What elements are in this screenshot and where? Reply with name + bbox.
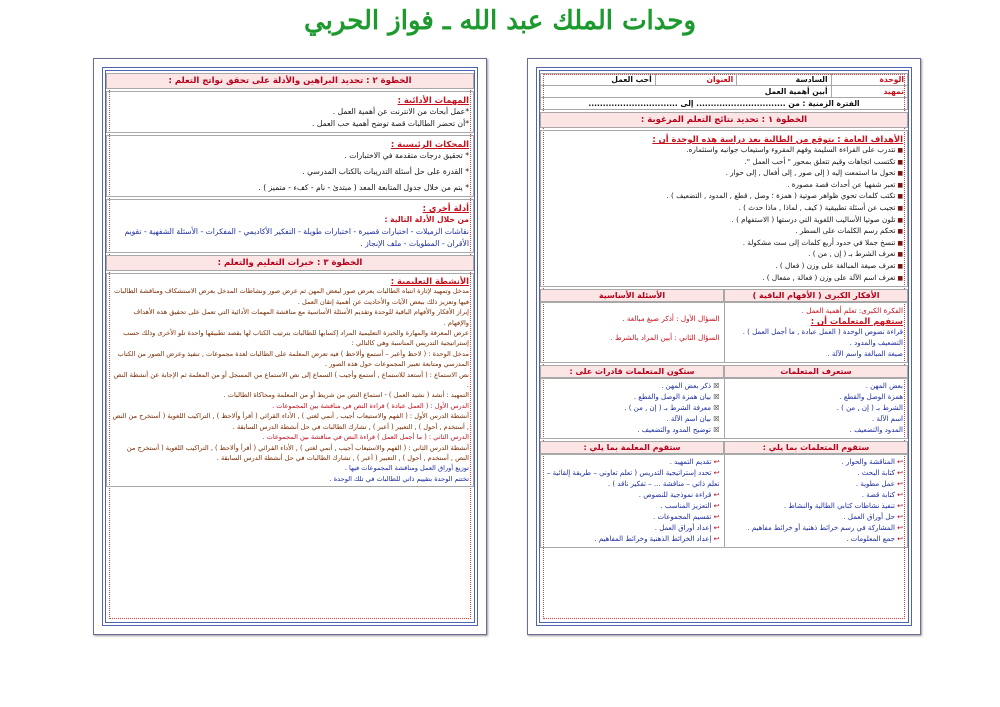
activity-item: مدخل وتمهيد لإثارة انتباه الطالبات بعرض صور لبعض المهن ثم عرض صور ونشاطات المدخل بعرض الاستشكاف ومناقشة الطالبات فيها وتعزيز ذلك ببعض الآيات والأحاديث عن أهمية إتقان العمل . xyxy=(113,287,469,306)
list-item: التضعيف والمدود . xyxy=(849,339,903,348)
unit-value: السادسة xyxy=(737,74,831,86)
activity-item: أنشطة الدرس الأول : ( الفهم والاستيعاب أجيب , أنمي لغتي ) , الأداء القرائي ( أقرأ وألاحظ ) , التراكيب اللغوية ( أستخرج من النص , أستخدم , أحول ) , التعبير ( أعبر ) , تشارك الطالبات في حل أنشطة الدرس السابقة . xyxy=(112,412,469,431)
general-goals-title: الأهداف العامة : يتوقع من الطالبة بعد دراسة هذه الوحدة أن : xyxy=(652,134,903,144)
questions-cell xyxy=(541,303,724,362)
right-page-content xyxy=(540,73,908,622)
list-item: ↩ كتابة قصة . xyxy=(729,490,904,501)
list-item: ☒ ذكر بعض المهن . xyxy=(545,381,720,392)
know-cell xyxy=(724,379,908,438)
activity-item: إبراز الأفكار والأفهام الباقية للوحدة وتقديم الأسئلة الأساسية مع مناقشة المهمات الأدائية التي تعمل على تحقيق هذه الأهداف والإفهام . xyxy=(133,308,469,327)
unit-label: الوحدة xyxy=(831,74,907,86)
list-item: ↩ كتابة البحث . xyxy=(729,468,904,479)
step1-heading: الخطوة ١ : تحديد نتائج التعلم المرغوبة : xyxy=(540,112,908,128)
list-item: ☒ معرفة الشرط بـ ( إن , من ) . xyxy=(545,403,720,414)
list-item: ■ تعبر شفهيا عن أحداث قصة مصورة . xyxy=(545,180,903,192)
task-item: *أن تحضر الطالبات قصة توضح أهمية حب العمل . xyxy=(312,119,469,128)
question-item: السؤال الثاني : أبين المراد بالشرط . xyxy=(610,333,720,343)
intro-label: تمهيد xyxy=(831,86,907,98)
general-goals-section xyxy=(540,130,908,287)
know-header: ستعرف المتعلمات xyxy=(724,365,908,378)
document-title: وحدات الملك عبد الله ـ فواز الحربي xyxy=(303,6,697,36)
right-page xyxy=(527,58,921,635)
unit-info-table xyxy=(540,73,908,110)
list-item: ■ تجيب عن أسئلة تطبيقية ( كيف , لماذا , ماذا حدث ) . xyxy=(545,203,903,215)
list-item: ■ تحكم رسم الكلمات على السطر . xyxy=(545,226,903,238)
other-evidence-section xyxy=(106,199,474,253)
activity-item: أنشطة الدرس الثاني : ( الفهم والاستيعاب أجيب , أنمي لغتي ) , الأداء القرائي ( أقرأ وألاحظ ) , التراكيب اللغوية ( أستخرج من النص , أستخدم , أحول ) , التعبير ( أعبر ) , تشارك الطالبات في حل أنشطة الدرس السابقة . xyxy=(126,443,469,462)
big-ideas-header: الأفكار الكبرى ( الأفهام الباقية ) xyxy=(724,289,908,302)
list-item: ☒ توضيح المدود والتضعيف . xyxy=(545,425,720,436)
left-page xyxy=(93,58,487,635)
activities-section xyxy=(106,273,474,487)
able-cell xyxy=(541,379,724,438)
roles-header-row xyxy=(540,441,908,454)
title-value: أحب العمل xyxy=(541,74,656,86)
list-item: اسم الآلة . xyxy=(872,415,903,424)
list-item: ■ تعرف الشرط بـ ( إن , من ) . xyxy=(545,249,903,261)
list-item: ■ تحول ما استمعت إليه ( إلى صور , إلى أفعال , إلى حوار . xyxy=(545,168,903,180)
able-header: ستكون المتعلمات قادرات على : xyxy=(540,365,724,378)
list-item: بعض المهن . xyxy=(865,382,903,391)
list-item: ↩ المناقشة والحوار . xyxy=(729,457,904,468)
list-item: ↩ التعزيز المناسب . xyxy=(545,501,720,512)
criteria-item: * يتم من خلال جدول المتابعة المعد ( مبتدئ - نام - كفء - متميز ) . xyxy=(258,183,469,192)
list-item: المدود والتضعيف . xyxy=(849,426,903,435)
teacher-role-header: ستقوم المعلمة بما يلي : xyxy=(540,441,724,454)
list-item: ■ تتدرب على القراءة السليمة وفهم المقروء واستيعاب جوانبه واستثماره. xyxy=(545,145,903,157)
activity-item: توزيع أوراق العمل ومناقشة المجموعات فيها . xyxy=(344,464,469,473)
activity-item: الدرس الثاني : ( ما أجمل العمل ) قراءة النص في مناقشة بين المجموعات . xyxy=(262,433,469,442)
questions-header: الأسئلة الأساسية xyxy=(540,289,724,302)
step2-heading: الخطوة ٢ : تحديد البراهين والأدلة على تحقق نواتج التعلم : xyxy=(106,73,474,89)
criteria-item: * القدرة على حل أسئلة التدريبات بالكتاب المدرسي . xyxy=(302,167,469,176)
list-item: ↩ حل أوراق العمل . xyxy=(729,512,904,523)
list-item: ↩ تحدد إستراتيجية التدريس ( تعلم تعاوني – طريقة إلقائية – تعلم ذاتي – مناقشة ... – تفكير ناقد ) . xyxy=(545,468,720,490)
list-item: همزة الوصل والقطع . xyxy=(839,393,903,402)
criteria-item: * تحقيق درجات متقدمة في الاختبارات . xyxy=(344,151,469,160)
intro-value: أبين أهمية العمل xyxy=(541,86,832,98)
list-item: ↩ جمع المعلومات . xyxy=(729,534,904,545)
list-item: ■ تعرف صيغة المبالغة على وزن ( فعال ) . xyxy=(545,261,903,273)
list-item: ↩ إعداد أوراق العمل . xyxy=(545,523,720,534)
list-item: ■ تلون صوتيا الأساليب اللغوية التي درستها ( الاستفهام ) . xyxy=(545,215,903,227)
big-ideas-row xyxy=(540,302,908,363)
left-page-content xyxy=(106,73,474,622)
big-idea: الفكرة الكبرى: تعلم أهمية العمل . xyxy=(801,306,903,316)
know-able-header-row xyxy=(540,365,908,378)
list-item: ↩ تقسيم المجموعات . xyxy=(545,512,720,523)
list-item: صيغة المبالغة واسم الآلة . xyxy=(827,350,903,359)
list-item: ↩ تنفيذ نشاطات كتابي الطالبة والنشاط . xyxy=(729,501,904,512)
student-role-header: ستقوم المتعلمات بما يلي : xyxy=(724,441,908,454)
other-evidence-title: أدلة أخرى : xyxy=(422,203,469,213)
title-label: العنوان xyxy=(655,74,737,86)
student-role-cell xyxy=(724,455,908,547)
list-item: ■ تنسخ جملا في حدود أربع كلمات إلى ست مشكولة . xyxy=(545,238,903,250)
time-period: الفترة الزمنية : من ............................... إلى ............................... xyxy=(541,98,908,110)
teacher-role-cell xyxy=(541,455,724,547)
activity-item: مدخل الوحدة : ( لاحظ وأعبر – أستمع وألاحظ ) فيه تعرض المعلمة على الطالبات لعدة مجموعات , تنفيذ وعرض الصور من الكتاب المدرسي ومتابعة تعبير المجموعات حول هذه الصور . xyxy=(117,349,469,369)
list-item: ↩ عمل مطوية . xyxy=(729,479,904,490)
list-item: ↩ قراءة نموذجية للنصوص . xyxy=(545,490,720,501)
list-item: قراءة نصوص الوحدة ( العمل عبادة , ما أجمل العمل ) . xyxy=(742,328,903,337)
roles-row xyxy=(540,454,908,548)
activity-item: تختتم الوحدة بتقييم ذاتي للطالبات في تلك الوحدة . xyxy=(329,474,469,483)
list-item: الشرط بـ ( إن , من ) . xyxy=(836,404,903,413)
activity-item: التمهيد : أنشد ( نشيد العمل ) - استماع النص من شريط أو من المعلمة ومحاكاة الطالبات . xyxy=(223,391,469,400)
step3-heading: الخطوة ٣ : خبرات التعليم والتعلم : xyxy=(106,255,474,271)
list-item: ■ تكتسب اتجاهات وقيم تتعلق بمحور " أحب العمل ". xyxy=(545,157,903,169)
tasks-section xyxy=(106,91,474,133)
list-item: ↩ المشاركة في رسم خرائط ذهنية أو خرائط مفاهيم . xyxy=(729,523,904,534)
goals-list xyxy=(545,145,903,284)
know-able-row xyxy=(540,378,908,439)
tasks-title: المهمات الأدائية : xyxy=(397,95,469,105)
other-evidence-text: نقاشات الزميلات - اختبارات قصيرة - اختبارات طويلة - التفكير الأكاديمي - المفكرات - الأسئلة الشفهية - تقويم الأقران - المطويات - ملف الإنجاز . xyxy=(124,227,469,248)
activity-item: عرض المعرفة والمهارة والخبرة التعليمية المراد إكسابها للطالبات بترتيب الكتاب لها بقصد تطبيقها واحدة تلو الأخرى وذلك حسب إستراتيجية التدريس المناسبة وهي كالتالي : xyxy=(123,329,469,348)
understand-title: ستفهم المتعلمات أن : xyxy=(810,316,903,327)
list-item: ↩ إعداد الخرائط الذهنية وخرائط المفاهيم . xyxy=(545,534,720,545)
list-item: ☒ بيان همزة الوصل والقطع . xyxy=(545,392,720,403)
list-item: ☒ بيان اسم الآلة . xyxy=(545,414,720,425)
activity-item: الدرس الأول : ( العمل عبادة ) قراءة النص في مناقشة بين المجموعات . xyxy=(272,401,469,410)
criteria-title: المحكات الرئيسية : xyxy=(390,139,469,149)
list-item: ■ تعرف اسم الآلة على وزن ( فعالة , مفعال ) . xyxy=(545,273,903,285)
list-item: ■ تكتب كلمات تحوي ظواهر صوتية ( همزة ؛ وصل , قطع , المدود , التضعيف ) . xyxy=(545,191,903,203)
other-evidence-subtitle: من خلال الأدلة التالية : xyxy=(384,215,469,224)
activity-item: نص الاستماع : ( أستعد للاستماع , أستمع وأجيب ) السماع إلى نص الاستماع من المسجل أو من المعلمة ثم الإجابة عن أنشطة النص . xyxy=(113,370,469,390)
activities-title: الأنشطة التعليمية : xyxy=(390,276,469,286)
big-ideas-header-row xyxy=(540,289,908,302)
criteria-section xyxy=(106,135,474,197)
list-item: ↩ تقديم التمهيد . xyxy=(545,457,720,468)
question-item: السؤال الأول : أذكر صيغ مبالغة . xyxy=(622,314,720,324)
big-ideas-cell xyxy=(724,303,908,362)
task-item: *عمل أبحاث من الانترنت عن أهمية العمل . xyxy=(332,107,469,116)
